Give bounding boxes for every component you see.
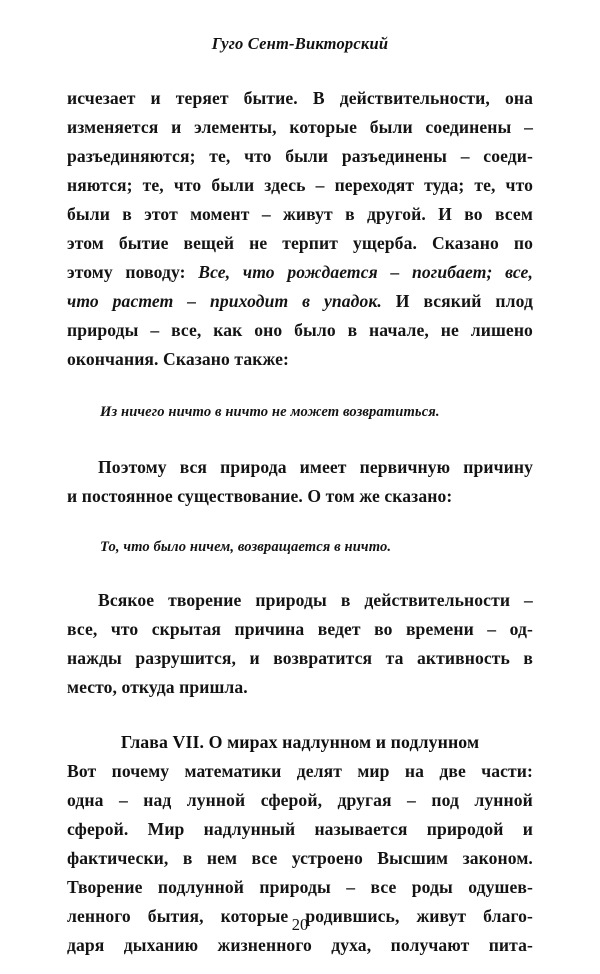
word: бытие.: [243, 88, 298, 108]
word: как: [213, 320, 243, 340]
word: скрытая: [151, 619, 222, 639]
text-line: [67, 644, 533, 673]
word: что: [505, 175, 533, 195]
word: этому: [67, 262, 113, 282]
word: живут: [416, 906, 467, 926]
running-head: Гуго Сент-Викторский: [211, 34, 389, 53]
word: од-: [509, 619, 533, 639]
word: в: [345, 204, 355, 224]
word: –: [460, 146, 470, 166]
word: творение: [168, 590, 242, 610]
word: приходит: [210, 291, 289, 311]
word: И: [438, 204, 452, 224]
word: –: [118, 790, 128, 810]
word: возвратится: [273, 648, 373, 668]
word: во: [374, 619, 393, 639]
word: фактически,: [67, 848, 169, 868]
word: постоянное: [77, 486, 173, 506]
word: она: [504, 88, 533, 108]
word: разъединяются;: [67, 146, 196, 166]
text-line: [67, 586, 533, 615]
text-line: [67, 786, 533, 815]
word: были: [67, 204, 110, 224]
word: И: [395, 291, 410, 311]
text-line: [67, 258, 533, 287]
spacer: [67, 702, 533, 728]
text-line: [67, 453, 533, 482]
word: действительности,: [339, 88, 490, 108]
word: этот: [144, 204, 178, 224]
word: в: [523, 648, 533, 668]
word: лишено: [470, 320, 533, 340]
word: времени: [405, 619, 474, 639]
word: первичную: [359, 457, 451, 477]
word: и: [150, 88, 161, 108]
word: все,: [67, 619, 98, 639]
word: –: [524, 117, 533, 137]
word: пита-: [488, 935, 533, 955]
word: что: [242, 262, 275, 282]
paragraph-3: [67, 586, 533, 702]
word: и: [67, 486, 78, 506]
word: одна: [67, 790, 104, 810]
word: –: [315, 175, 325, 195]
word: том: [321, 486, 355, 506]
word: сферой.: [67, 819, 129, 839]
word: и: [522, 819, 533, 839]
page-number: 20: [291, 915, 309, 934]
word: место,: [67, 677, 118, 697]
word: мир: [357, 761, 390, 781]
word: ущерба.: [353, 233, 417, 253]
word: нажды: [67, 648, 122, 668]
word: оно: [254, 320, 283, 340]
word: родившись,: [305, 906, 400, 926]
word: существование.: [172, 486, 303, 506]
spacer: [67, 374, 533, 398]
word: в: [182, 848, 193, 868]
word: в: [340, 590, 351, 610]
word: теряет: [175, 88, 229, 108]
word: переходят: [334, 175, 415, 195]
word: О: [302, 486, 322, 506]
word: в: [302, 291, 311, 311]
word: начале,: [369, 320, 429, 340]
paragraph-1: [67, 84, 533, 374]
spacer: [67, 511, 533, 533]
word: туда;: [424, 175, 465, 195]
word: упадок.: [323, 291, 382, 311]
word: в: [347, 320, 358, 340]
word: были: [369, 117, 413, 137]
word: природой: [426, 819, 504, 839]
word: –: [346, 877, 356, 897]
block-quote-1: Из ничего ничто в ничто не может возвратиться.: [100, 404, 440, 420]
word: что: [67, 291, 99, 311]
word: были: [285, 146, 329, 166]
word: не: [440, 320, 459, 340]
chapter-heading: Глава VII. О мирах надлунном и подлунном: [120, 732, 480, 752]
word: погибает;: [412, 262, 493, 282]
word: надлунный: [203, 819, 296, 839]
word: причина: [234, 619, 305, 639]
word: терпит: [282, 233, 339, 253]
word: что: [110, 619, 139, 639]
word: все,: [505, 262, 533, 282]
text-line: [67, 287, 533, 316]
text-line: [67, 844, 533, 873]
word: бытие: [118, 233, 169, 253]
text-line: [67, 757, 533, 786]
word: не: [249, 233, 268, 253]
spacer: [67, 562, 533, 586]
word: этом: [67, 233, 104, 253]
word: называется: [314, 819, 408, 839]
text-line: [67, 171, 533, 200]
text-line: [67, 345, 533, 374]
word: духа,: [331, 935, 372, 955]
word: –: [390, 262, 400, 282]
word: няются;: [67, 175, 133, 195]
word: одушев-: [468, 877, 533, 897]
word: благо-: [483, 906, 533, 926]
word: в: [122, 204, 132, 224]
word: почему: [111, 761, 170, 781]
word: причину: [463, 457, 533, 477]
word: все: [251, 848, 278, 868]
word: лунной: [474, 790, 533, 810]
word: дыханию: [123, 935, 199, 955]
text-line: [67, 931, 533, 960]
word: пришла.: [174, 677, 248, 697]
word: были: [211, 175, 255, 195]
word: –: [524, 590, 533, 610]
word: рождается: [287, 262, 378, 282]
word: откуда: [117, 677, 175, 697]
word: другая: [337, 790, 392, 810]
word: соединены: [425, 117, 512, 137]
word: элементы,: [194, 117, 277, 137]
word: те,: [142, 175, 164, 195]
word: природы: [255, 590, 327, 610]
word: та: [385, 648, 404, 668]
word: ведет: [317, 619, 361, 639]
word: все,: [171, 320, 202, 340]
word: две: [439, 761, 466, 781]
word: всякий: [423, 291, 482, 311]
word: нем: [206, 848, 238, 868]
word: и: [171, 117, 182, 137]
word: жизненного: [217, 935, 312, 955]
word: –: [187, 291, 197, 311]
word: изменяется: [67, 117, 159, 137]
word: законом.: [462, 848, 533, 868]
word: бытия,: [147, 906, 204, 926]
word: Всякое: [98, 590, 155, 610]
word: окончания.: [67, 349, 159, 369]
word: момент: [190, 204, 250, 224]
text-line: [67, 200, 533, 229]
word: которые: [289, 117, 358, 137]
text-line: [67, 113, 533, 142]
word: поводу:: [125, 262, 186, 282]
word: природы: [259, 877, 331, 897]
text-line: [67, 482, 533, 511]
word: –: [150, 320, 160, 340]
word: соеди-: [483, 146, 533, 166]
word: исчезает: [67, 88, 136, 108]
word: те,: [474, 175, 496, 195]
word: вся: [179, 457, 208, 477]
word: те,: [209, 146, 231, 166]
word: природа: [220, 457, 287, 477]
word: –: [261, 204, 271, 224]
word: над: [143, 790, 172, 810]
word: имеет: [299, 457, 347, 477]
word: разъединены: [341, 146, 447, 166]
text-column: [67, 84, 533, 960]
word: другой.: [367, 204, 426, 224]
word: плод: [495, 291, 533, 311]
word: Поэтому: [98, 457, 167, 477]
word: Высшим: [377, 848, 449, 868]
text-line: [67, 229, 533, 258]
word: Вот: [67, 761, 97, 781]
word: части:: [481, 761, 533, 781]
word: разрушится,: [135, 648, 236, 668]
word: математики: [184, 761, 282, 781]
word: Сказано: [431, 233, 499, 253]
word: здесь: [264, 175, 306, 195]
word: было: [294, 320, 336, 340]
word: что: [173, 175, 202, 195]
word: которые: [220, 906, 289, 926]
text-line: [67, 142, 533, 171]
word: и: [249, 648, 260, 668]
text-line: [67, 815, 533, 844]
text-line: [67, 873, 533, 902]
word: активность: [417, 648, 510, 668]
text-line: [67, 615, 533, 644]
word: устроено: [291, 848, 363, 868]
word: действительности: [364, 590, 511, 610]
word: лунной: [186, 790, 246, 810]
paragraph-2: [67, 453, 533, 511]
word: под: [431, 790, 459, 810]
word: по: [513, 233, 533, 253]
spacer: [67, 427, 533, 453]
word: делят: [296, 761, 342, 781]
word: даря: [67, 935, 105, 955]
word: все: [370, 877, 397, 897]
word: во: [464, 204, 483, 224]
word: –: [487, 619, 497, 639]
text-line: [67, 316, 533, 345]
word: роды: [411, 877, 453, 897]
word: живут: [283, 204, 333, 224]
word: же: [354, 486, 380, 506]
word: получают: [390, 935, 470, 955]
word: на: [404, 761, 425, 781]
word: сказано:: [379, 486, 453, 506]
word: всем: [494, 204, 533, 224]
block-quote-2: То, что было ничем, возвращается в ничто.: [100, 539, 392, 555]
word: подлунной: [157, 877, 244, 897]
word: природы: [67, 320, 139, 340]
text-line: [67, 84, 533, 113]
word: что: [244, 146, 272, 166]
word: ленного: [67, 906, 131, 926]
word: также:: [229, 349, 290, 369]
word: –: [407, 790, 416, 810]
text-line: [67, 673, 533, 702]
word: вещей: [183, 233, 235, 253]
word: Все,: [198, 262, 231, 282]
word: растет: [112, 291, 174, 311]
word: Мир: [147, 819, 185, 839]
word: Сказано: [158, 349, 230, 369]
word: В: [312, 88, 325, 108]
word: сферой,: [260, 790, 323, 810]
word: Творение: [67, 877, 143, 897]
